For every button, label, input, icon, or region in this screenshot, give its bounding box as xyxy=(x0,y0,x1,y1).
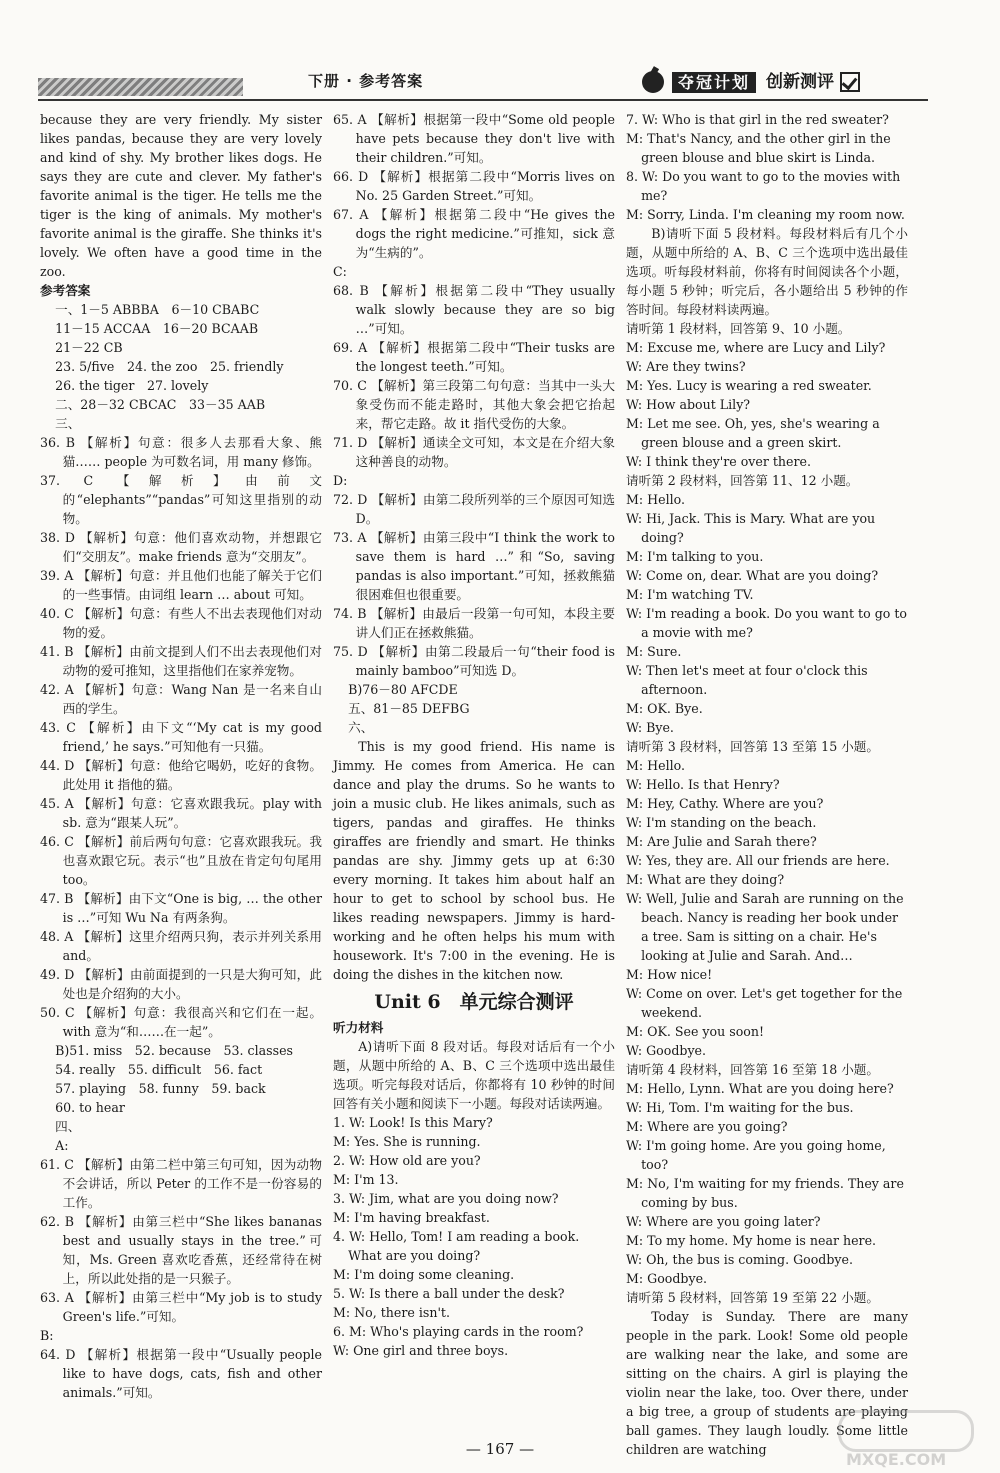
dialog-line: 1. W: Look! Is this Mary? xyxy=(333,1115,493,1130)
watermark-logo-icon xyxy=(838,1410,974,1452)
answer-line: 六、 xyxy=(348,720,374,735)
section-label: D: xyxy=(333,473,348,488)
dialog-line: M: To my home. My home is near here. xyxy=(626,1233,877,1248)
dialog-line: M: Yes. Lucy is wearing a red sweater. xyxy=(626,378,872,393)
answer-line: 四、 xyxy=(55,1119,81,1134)
section-label: C: xyxy=(333,264,347,279)
answer-item: 50. C 【解析】句意：我很高兴和它们在一起。with 意为“和……在一起”。 xyxy=(40,1005,322,1039)
header-stripe-decoration xyxy=(38,78,243,96)
answer-item: 44. D 【解析】句意：他给它喝奶，吃好的食物。此处用 it 指他的猫。 xyxy=(40,758,322,792)
dialog-line: W: One girl and three boys. xyxy=(333,1343,509,1358)
dialog-line: M: Where are you going? xyxy=(626,1119,788,1134)
dialog-line: W: I'm going home. Are you going home, too? xyxy=(626,1138,886,1172)
dialog-line: M: Goodbye. xyxy=(626,1271,708,1286)
answer-item: 67. A 【解析】根据第二段中“He gives the dogs the right medicine.”可推知，sick 意为“生病的”。 xyxy=(333,207,615,260)
dialog-line: W: I'm standing on the beach. xyxy=(626,815,817,830)
dialog-line: M: I'm talking to you. xyxy=(626,549,764,564)
dialog-line: W: Hi, Jack. This is Mary. What are you doing? xyxy=(626,511,876,545)
dialog-line: M: No, there isn't. xyxy=(333,1305,450,1320)
dialog-line: M: OK. Bye. xyxy=(626,701,703,716)
answer-item: 49. D 【解析】由前面提到的一只是大狗可知，此处也是介绍狗的大小。 xyxy=(40,967,322,1001)
dialog-line: W: Come on over. Let's get together for the weekend. xyxy=(626,986,903,1020)
dialog-line: W: Hi, Tom. I'm waiting for the bus. xyxy=(626,1100,854,1115)
dialog-line: 7. W: Who is that girl in the red sweater? xyxy=(626,112,889,127)
answer-item: 71. D 【解析】通读全文可知，本文是在介绍大象这种善良的动物。 xyxy=(333,435,615,469)
dialog-line: 请听第 3 段材料，回答第 13 至第 15 小题。 xyxy=(626,739,879,754)
trophy-icon xyxy=(638,69,672,95)
answer-item: 39. A 【解析】句意：并且他们也能了解关于它们的一些事情。由词组 learn … about 可知。 xyxy=(40,568,322,602)
answer-item: 42. A 【解析】句意：Wang Nan 是一名来自山西的学生。 xyxy=(40,682,322,716)
answer-line: 二、28－32 CBCAC 33－35 AAB xyxy=(55,397,266,412)
page-number: — 167 — xyxy=(465,1440,535,1458)
answer-line: 一、1－5 ABBBA 6－10 CBABC xyxy=(55,302,260,317)
listening-intro-b: B)请听下面 5 段材料。每段材料后有几个小题，从题中所给的 A、B、C 三个选项中选出最佳选项。听每段材料前，你将有时间阅读各个小题，每小题 5 秒钟；听完后，各小题给出 5 秒钟的作答时间。每段材料读两遍。 xyxy=(626,226,908,317)
dialog-line: W: Then let's meet at four o'clock this afternoon. xyxy=(626,663,868,697)
dialog-line: W: How about Lily? xyxy=(626,397,751,412)
passage-text: Today is Sunday. There are many people in the park. Look! Some old people are walking near the lake, and some are sitting on the chairs. A girl is playing the violin near the lake, too. Over there, under a big tree, a group of students are playing ball games. They laugh loudly. Some little children are watching xyxy=(626,1309,908,1457)
dialog-line: W: I think they're over there. xyxy=(626,454,811,469)
brand-subtitle: 创新测评 xyxy=(766,71,835,92)
unit-title: Unit 6 单元综合测评 xyxy=(374,991,574,1013)
listening-intro: A)请听下面 8 段对话。每段对话后有一个小题，从题中所给的 A、B、C 三个选项中选出最佳选项。听完每段对话后，你都将有 10 秒钟的时间回答有关小题和阅读下一小题。每段对话读两遍。 xyxy=(333,1039,615,1111)
section-label: B: xyxy=(40,1328,54,1343)
answer-item: 70. C 【解析】第三段第二句句意：当其中一头大象受伤而不能走路时，其他大象会把它抬起来，帮它走路。故 it 指代受伤的大象。 xyxy=(333,378,615,431)
dialog-line: 2. W: How old are you? xyxy=(333,1153,481,1168)
dialog-line: W: Well, Julie and Sarah are running on the beach. Nancy is reading her book under a tree. Sam is sitting on a chair. He's looking at Julie and Sarah. And… xyxy=(626,891,904,963)
answer-item: 41. B 【解析】由前文提到人们不出去表现他们对动物的爱可推知，这里指他们在家养宠物。 xyxy=(40,644,322,678)
column-3 xyxy=(626,110,908,1459)
dialog-line: M: Let me see. Oh, yes, she's wearing a green blouse and a green skirt. xyxy=(626,416,880,450)
dialog-line: M: Yes. She is running. xyxy=(333,1134,481,1149)
dialog-line: W: Goodbye. xyxy=(626,1043,707,1058)
answer-item: 45. A 【解析】句意：它喜欢跟我玩。play with sb. 意为“跟某人玩”。 xyxy=(40,796,322,830)
answer-item: 72. D 【解析】由第二段所列举的三个原因可知选 D。 xyxy=(333,492,615,526)
header-title: 下册 · 参考答案 xyxy=(308,72,424,90)
page-header xyxy=(38,72,928,106)
answer-items-2 xyxy=(40,1155,322,1326)
dialog-lines-2 xyxy=(626,319,908,1307)
answer-item: 75. D 【解析】由第二段最后一句“their food is mainly bamboo”可知选 D。 xyxy=(333,644,615,678)
answer-key-title: 参考答案 xyxy=(40,283,91,298)
listening-title: 听力材料 xyxy=(333,1020,384,1035)
passage-text: because they are very friendly. My sister likes pandas, because they are very lovely and kind of shy. My brother likes dogs. He says they are cute and clever. My father's favorite animal is the tiger. He tells me the tiger is the king of animals. My mother's favorite animal is the giraffe. She thinks it's lovely. We often have a good time in the zoo. xyxy=(40,112,322,279)
dialog-line: M: I'm doing some cleaning. xyxy=(333,1267,515,1282)
answer-item: 68. B 【解析】根据第二段中“They usually walk slowly because they are so big …”可知。 xyxy=(333,283,615,336)
answer-lines-2 xyxy=(40,1041,322,1155)
dialog-line: 4. W: Hello, Tom! I am reading a book. What are you doing? xyxy=(333,1229,580,1263)
header-rule xyxy=(38,99,928,101)
answer-item: 69. A 【解析】根据第二段中“Their tusks are the longest teeth.”可知。 xyxy=(333,340,615,374)
dialog-line: 6. M: Who's playing cards in the room? xyxy=(333,1324,584,1339)
answer-line: 60. to hear xyxy=(55,1100,125,1115)
dialog-line: W: Bye. xyxy=(626,720,674,735)
dialog-line: W: Come on, dear. What are you doing? xyxy=(626,568,879,583)
dialog-line: M: I'm having breakfast. xyxy=(333,1210,490,1225)
answer-item: 73. A 【解析】由第三段中“I think the work to save them is hard …”和“So, saving pandas is also important.”可知，拯救熊猫很困难但也很重要。 xyxy=(333,530,615,602)
dialog-line: M: OK. See you soon! xyxy=(626,1024,765,1039)
column-1 xyxy=(40,110,322,1402)
dialog-line: M: Hello. xyxy=(626,492,685,507)
answer-item: 36. B 【解析】句意：很多人去那看大象、熊猫…… people 为可数名词，用 many 修饰。 xyxy=(40,435,322,469)
answer-line: A: xyxy=(55,1138,69,1153)
answer-items xyxy=(333,110,615,262)
answer-item: 46. C 【解析】前后两句句意：它喜欢跟我玩。我也喜欢跟它玩。表示“也”且放在肯定句句尾用 too。 xyxy=(40,834,322,887)
dialog-line: 请听第 5 段材料，回答第 19 至第 22 小题。 xyxy=(626,1290,879,1305)
answer-item: 66. D 【解析】根据第二段中“Morris lives on No. 25 Garden Street.”可知。 xyxy=(333,169,615,203)
checkbox-icon xyxy=(840,72,860,92)
dialog-lines xyxy=(626,110,908,224)
answer-item: 63. A 【解析】由第三栏中“My job is to study Green's life.”可知。 xyxy=(40,1290,322,1324)
dialog-line: M: How nice! xyxy=(626,967,713,982)
column-2 xyxy=(333,110,615,1360)
answer-lines xyxy=(40,300,322,433)
dialog-line: M: I'm 13. xyxy=(333,1172,399,1187)
answer-item: 64. D 【解析】根据第一段中“Usually people like to have dogs, cats, fish and other animals.”可知。 xyxy=(40,1347,322,1400)
answer-item: 62. B 【解析】由第三栏中“She likes bananas best and usually stays in the tree.”可知，Ms. Green 喜欢吃香蕉，还经常待在树上，所以此处指的是一只猴子。 xyxy=(40,1214,322,1286)
dialog-line: M: Are Julie and Sarah there? xyxy=(626,834,817,849)
answer-line: 26. the tiger 27. lovely xyxy=(55,378,209,393)
dialog-line: 请听第 1 段材料，回答第 9、10 小题。 xyxy=(626,321,851,336)
dialog-line: M: Hey, Cathy. Where are you? xyxy=(626,796,824,811)
watermark xyxy=(838,1410,988,1470)
dialog-lines xyxy=(333,1113,615,1360)
answer-line: 11－15 ACCAA 16－20 BCAAB xyxy=(55,321,259,336)
dialog-line: M: What are they doing? xyxy=(626,872,785,887)
answer-item: 47. B 【解析】由下文“One is big, … the other is …”可知 Wu Na 有两条狗。 xyxy=(40,891,322,925)
dialog-line: W: Hello. Is that Henry? xyxy=(626,777,780,792)
dialog-line: W: Oh, the bus is coming. Goodbye. xyxy=(626,1252,854,1267)
dialog-line: M: Excuse me, where are Lucy and Lily? xyxy=(626,340,886,355)
dialog-line: W: Are they twins? xyxy=(626,359,746,374)
answer-item: 74. B 【解析】由最后一段第一句可知，本段主要讲人们正在拯救熊猫。 xyxy=(333,606,615,640)
answer-items xyxy=(40,433,322,1041)
answer-item: 38. D 【解析】句意：他们喜欢动物，并想跟它们“交朋友”。make friends 意为“交朋友”。 xyxy=(40,530,322,564)
answer-line: 三、 xyxy=(55,416,81,431)
dialog-line: W: Where are you going later? xyxy=(626,1214,821,1229)
dialog-line: M: Hello, Lynn. What are you doing here? xyxy=(626,1081,894,1096)
answer-item: 43. C 【解析】由下文“‘My cat is my good friend,’ he says.”可知他有一只猫。 xyxy=(40,720,322,754)
answer-line: 23. 5/five 24. the zoo 25. friendly xyxy=(55,359,284,374)
dialog-line: 5. W: Is there a ball under the desk? xyxy=(333,1286,565,1301)
answer-item: 48. A 【解析】这里介绍两只狗，表示并列关系用 and。 xyxy=(40,929,322,963)
answer-line: 21－22 CB xyxy=(55,340,123,355)
answer-item: 61. C 【解析】由第二栏中第三句可知，因为动物不会讲话，所以 Peter 的工作不是一份容易的工作。 xyxy=(40,1157,322,1210)
dialog-line: M: Sorry, Linda. I'm cleaning my room now. xyxy=(626,207,905,222)
answer-lines xyxy=(333,680,615,737)
answer-items-2 xyxy=(333,281,615,471)
answer-line: 57. playing 58. funny 59. back xyxy=(55,1081,266,1096)
answer-line: B)76－80 AFCDE xyxy=(348,682,458,697)
dialog-line: W: Yes, they are. All our friends are here. xyxy=(626,853,890,868)
essay-text: This is my good friend. His name is Jimmy. He comes from America. He can dance and play the drums. So he wants to join a music club. He likes animals, such as tigers, pandas and giraffes. He thinks giraffes are friendly and smart. He thinks pandas are shy. Jimmy gets up at 6:30 every morning. It takes him about half an hour to get to school by school bus. He likes reading newspapers. Jimmy is hard-working and he often helps his mum with housework. It's 7:00 in the evening. He is doing the dishes in the kitchen now. xyxy=(333,739,615,982)
answer-item: 37. C 【解析】由前文的“elephants”“pandas”可知这里指别的动物。 xyxy=(40,473,322,526)
brand xyxy=(638,68,860,96)
dialog-line: W: I'm reading a book. Do you want to go to a movie with me? xyxy=(626,606,907,640)
dialog-line: 3. W: Jim, what are you doing now? xyxy=(333,1191,559,1206)
dialog-line: M: No, I'm waiting for my friends. They are coming by bus. xyxy=(626,1176,904,1210)
dialog-line: M: Hello. xyxy=(626,758,685,773)
watermark-text: MXQE.COM xyxy=(846,1450,947,1469)
dialog-line: 8. W: Do you want to go to the movies with me? xyxy=(626,169,901,203)
answer-item: 40. C 【解析】句意：有些人不出去表现他们对动物的爱。 xyxy=(40,606,322,640)
brand-logo: 夺冠计划 xyxy=(672,72,756,93)
answer-items-3 xyxy=(333,490,615,680)
dialog-line: M: That's Nancy, and the other girl in the green blouse and blue skirt is Linda. xyxy=(626,131,891,165)
answer-line: 五、81－85 DEFBG xyxy=(348,701,470,716)
answer-item: 65. A 【解析】根据第一段中“Some old people have pets because they don't live with their children.”可知。 xyxy=(333,112,615,165)
dialog-line: 请听第 4 段材料，回答第 16 至第 18 小题。 xyxy=(626,1062,879,1077)
dialog-line: M: Sure. xyxy=(626,644,682,659)
answer-line: 54. really 55. difficult 56. fact xyxy=(55,1062,263,1077)
dialog-line: M: I'm watching TV. xyxy=(626,587,754,602)
answer-line: B)51. miss 52. because 53. classes xyxy=(55,1043,293,1058)
dialog-line: 请听第 2 段材料，回答第 11、12 小题。 xyxy=(626,473,859,488)
